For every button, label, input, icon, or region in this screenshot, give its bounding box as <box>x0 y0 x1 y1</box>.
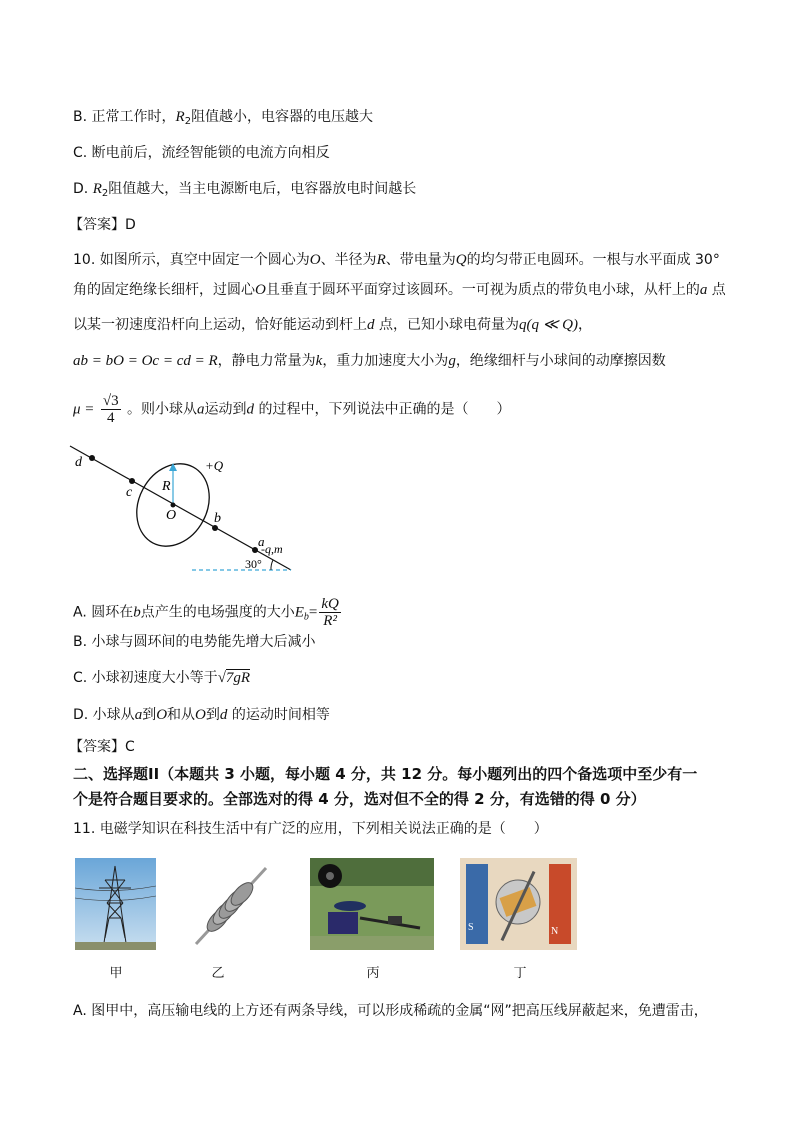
motor-photo <box>460 858 577 950</box>
q10-stem-line1: 10. 如图所示，真空中固定一个圆心为O、半径为R、带电量为Q的均匀带正电圆环。一根与水平面成 30° <box>73 252 720 268</box>
q10-answer: 【答案】C <box>69 739 135 755</box>
magnet-n-label: N <box>551 926 559 937</box>
rod-line <box>70 446 291 570</box>
label-d: d <box>75 455 82 470</box>
point-o <box>171 503 176 508</box>
q10-stem-line2: 角的固定绝缘长细杆，过圆心O且垂直于圆环平面穿过该圆环。一可视为质点的带负电小球，从杆上的a 点 <box>73 282 726 298</box>
q11-option-a: A. 图甲中，高压输电线的上方还有两条导线，可以形成稀疏的金属“网”把高压线屏蔽起来，免遭雷击， <box>73 1003 708 1019</box>
mu-fraction: $\frac{√3}{4}$ <box>102 393 119 426</box>
q10-option-b: B. 小球与圆环间的电势能先增大后减小 <box>73 634 316 650</box>
label-b: b <box>214 511 221 526</box>
q9-option-d: D. $R_2$阻值越大，当主电源断电后，电容器放电时间越长 <box>73 181 417 199</box>
q10-option-d: D. 小球从a到O和从O到d 的运动时间相等 <box>73 707 330 723</box>
caption-yi: 乙 <box>211 966 225 981</box>
point-c <box>129 478 135 484</box>
section2-heading-line2: 个是符合题目要求的。全部选对的得 4 分，选对但不全的得 2 分，有选错的得 0 分） <box>73 790 646 808</box>
label-r: R <box>162 479 171 494</box>
caption-jia: 甲 <box>109 966 123 981</box>
angle-arc <box>271 560 273 570</box>
section2-heading-line1: 二、选择题II（本题共 3 小题，每小题 4 分，共 12 分。每小题列出的四个备选项中至少有一 <box>73 765 698 783</box>
caption-ding: 丁 <box>513 966 527 981</box>
tower-photo <box>75 858 156 950</box>
label-c: c <box>126 485 133 500</box>
q10-stem-line5: μ = $\frac{√3}{4}$ 。则小球从a运动到d 的过程中，下列说法中正确的是（ ） <box>73 393 511 426</box>
label-o: O <box>166 508 177 523</box>
q10-stem-line3: 以某一初速度沿杆向上运动，恰好能运动到杆上d 点，已知小球电荷量为q(q ≪ Q)， <box>73 317 592 333</box>
q9-answer: 【答案】D <box>69 217 136 233</box>
caption-bing: 丙 <box>366 966 380 981</box>
label-a: a <box>258 534 265 549</box>
label-qm: -q,m <box>261 542 283 556</box>
field-fraction: $\frac{kQ}{\text{R²}}$ <box>321 596 339 629</box>
q9-option-c: C. 断电前后，流经智能锁的电流方向相反 <box>73 145 330 161</box>
metal-detector-photo <box>310 858 434 950</box>
label-angle: 30° <box>245 557 262 571</box>
point-d <box>89 455 95 461</box>
q9-option-b: B. 正常工作时，$R_2$阻值越小，电容器的电压越大 <box>73 109 374 127</box>
q10-option-a: A. 圆环在b点产生的电场强度的大小$E_b=$ $\frac{kQ}{\text{R²}}$ <box>73 596 339 629</box>
coil-photo <box>188 858 269 950</box>
q10-stem-line4: ab = bO = Oc = cd = R，静电力常量为k，重力加速度大小为g，绝缘细杆与小球间的动摩擦因数 <box>73 353 666 369</box>
magnet-s-label: S <box>468 922 474 933</box>
label-q: +Q <box>205 458 224 473</box>
q11-stem: 11. 电磁学知识在科技生活中有广泛的应用，下列相关说法正确的是（ ） <box>73 821 548 837</box>
q10-diagram <box>65 438 305 578</box>
q10-option-c: C. 小球初速度大小等于√7gR <box>73 670 251 686</box>
